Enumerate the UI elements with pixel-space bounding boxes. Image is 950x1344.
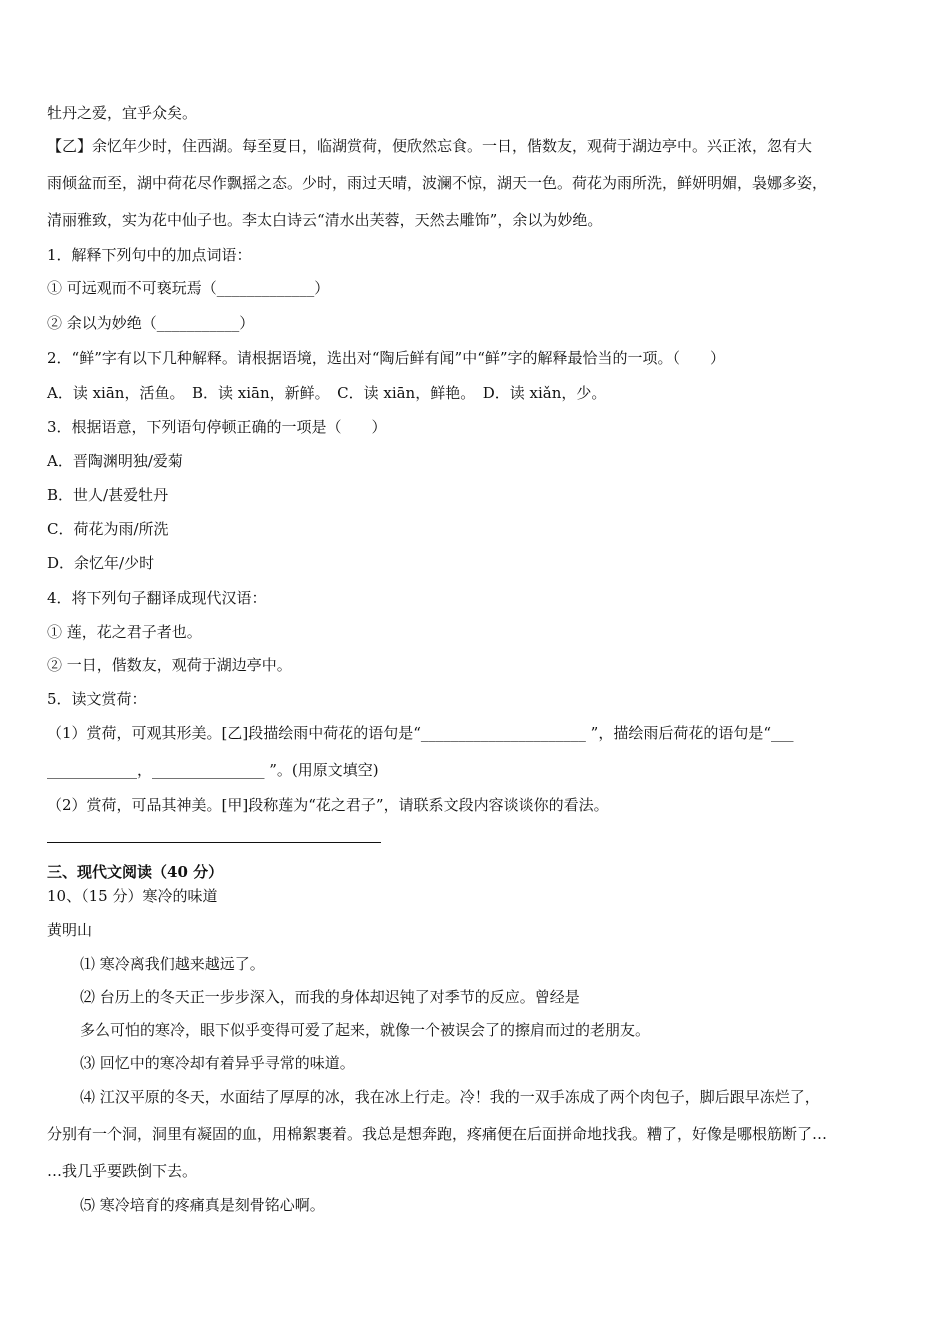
paragraph: ⑷ 江汉平原的冬天，水面结了厚厚的冰，我在冰上行走。冷！我的一双手冻成了两个肉包子，脚后跟早冻烂了， (80, 1088, 820, 1106)
question-5-part1: （1）赏荷，可观其形美。[乙]段描绘雨中荷花的语句是“______________________ ”，描绘雨后荷花的语句是“___ (47, 724, 794, 742)
text-line: 清丽雅致，实为花中仙子也。李太白诗云“清水出芙蓉，天然去雕饰”，余以为妙绝。 (47, 211, 603, 229)
paragraph: ⑵ 台历上的冬天正一步步深入，而我的身体却迟钝了对季节的反应。曾经是 (80, 988, 580, 1006)
question-3-option: B．世人/甚爱牡丹 (47, 486, 169, 504)
question-4-item: ① 莲，花之君子者也。 (47, 623, 202, 641)
question-10-title: 10、（15 分）寒冷的味道 (47, 887, 218, 905)
question-5-part1-cont: ____________，_______________ ”。(用原文填空) (47, 761, 379, 779)
text-line: 【乙】余忆年少时，住西湖。每至夏日，临湖赏荷，便欣然忘食。一日，偕数友，观荷于湖边亭中。兴正浓，忽有大 (47, 137, 813, 155)
paragraph-cont: 分别有一个洞，洞里有凝固的血，用棉絮裹着。我总是想奔跑，疼痛便在后面拼命地找我。糟了，好像是哪根筋断了… (47, 1125, 828, 1143)
question-1: 1．解释下列句中的加点词语： (47, 246, 252, 264)
question-4-item: ② 一日，偕数友，观荷于湖边亭中。 (47, 656, 292, 674)
question-5-part2: （2）赏荷，可品其神美。[甲]段称莲为“花之君子”，请联系文段内容谈谈你的看法。 (47, 796, 609, 814)
author: 黄明山 (47, 921, 93, 939)
question-4: 4．将下列句子翻译成现代汉语： (47, 589, 267, 607)
text-line: 牡丹之爱，宜乎众矣。 (47, 104, 198, 122)
question-2-options: A．读 xiān，活鱼。 B．读 xiān，新鲜。 C．读 xiān，鲜艳。 D．读 xiǎn，少。 (47, 384, 607, 402)
paragraph-cont: …我几乎要跌倒下去。 (47, 1162, 198, 1180)
section-heading: 三、现代文阅读（40 分） (47, 863, 224, 881)
answer-line (47, 842, 381, 843)
paragraph: ⑶ 回忆中的寒冷却有着异乎寻常的味道。 (80, 1054, 355, 1072)
question-3-option: D．余忆年/少时 (47, 554, 155, 572)
paragraph: ⑸ 寒冷培育的疼痛真是刻骨铭心啊。 (80, 1196, 325, 1214)
paragraph: ⑴ 寒冷离我们越来越远了。 (80, 955, 265, 973)
question-1-item: ① 可远观而不可亵玩焉（_____________） (47, 279, 330, 297)
question-5: 5．读文赏荷： (47, 690, 147, 708)
text-line: 雨倾盆而至，湖中荷花尽作飘摇之态。少时，雨过天晴，波澜不惊，湖天一色。荷花为雨所洗，鲜妍明媚，袅娜多姿， (47, 174, 828, 192)
question-3-option: C．荷花为雨/所洗 (47, 520, 169, 538)
question-3-option: A．晋陶渊明独/爱菊 (47, 452, 183, 470)
question-1-item: ② 余以为妙绝（___________） (47, 314, 255, 332)
question-2: 2．“鲜”字有以下几种解释。请根据语境，选出对“陶后鲜有闻”中“鲜”字的解释最恰当的一项。（ ） (47, 349, 726, 367)
paragraph: 多么可怕的寒冷，眼下似乎变得可爱了起来，就像一个被误会了的擦肩而过的老朋友。 (80, 1021, 651, 1039)
question-3: 3．根据语意，下列语句停顿正确的一项是（ ） (47, 418, 387, 436)
